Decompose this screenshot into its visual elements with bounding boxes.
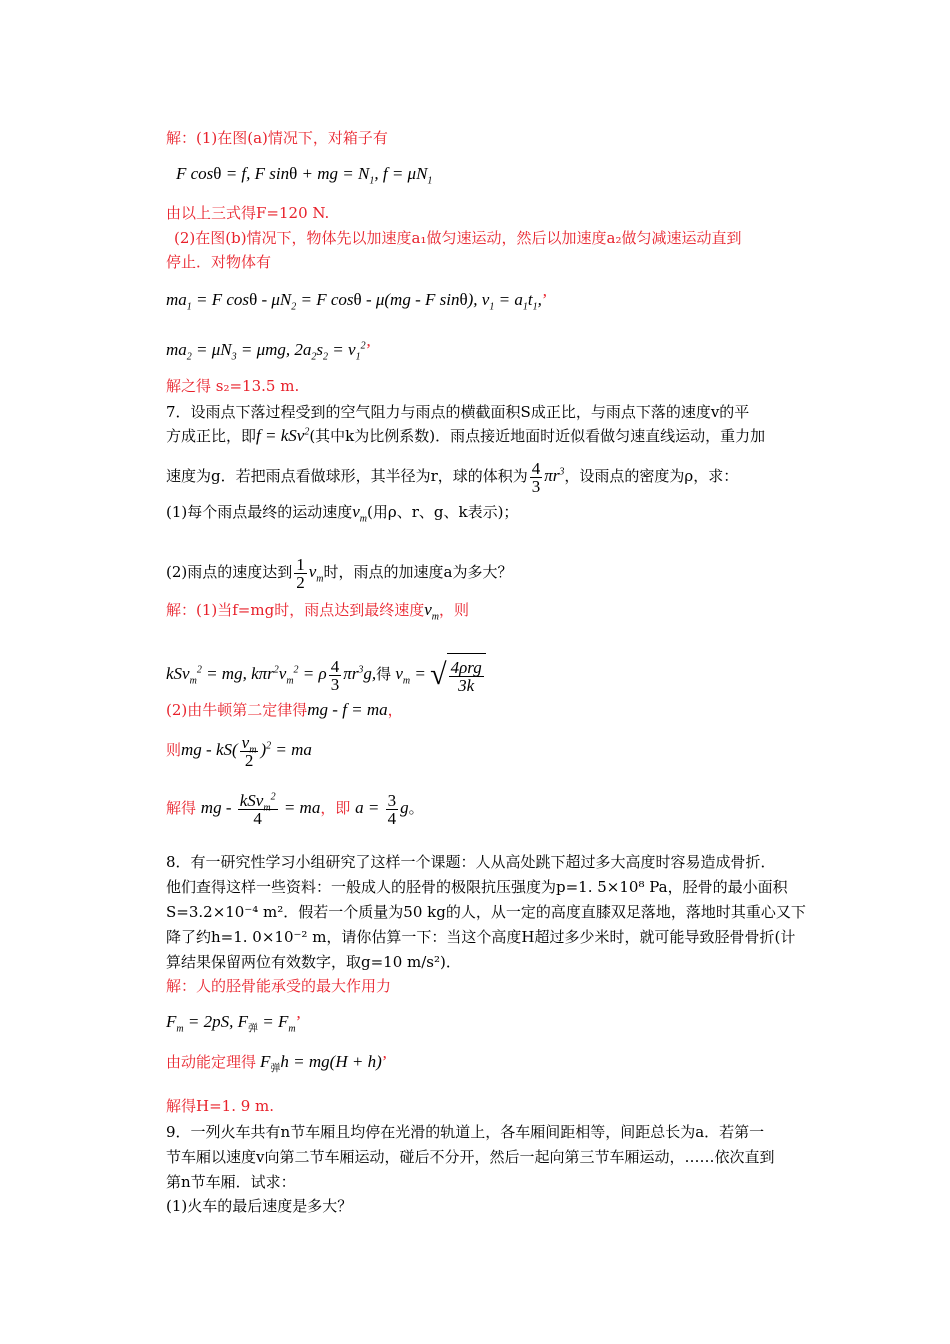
- q6-solution-heading: 解：(1)在图(a)情况下，对箱子有: [166, 129, 388, 147]
- q8-line2: 他们查得这样一些资料：一般成人的胫骨的极限抗压强度为p=1. 5×10⁸ Pa，胫骨的最小面积: [166, 878, 788, 896]
- q7-line3: 速度为g．若把雨点看做球形，其半径为r，球的体积为 $\frac{4}{3}$ $\pi r^3$，设雨点的密度为ρ，求：: [166, 458, 739, 496]
- q6-equation-2: $ma_1 = F$ $\cos\theta - \mu N_2 = F$ cosθ - μ(mg - F sinθ), $v_1 = a_1t_1$,’: [166, 290, 548, 313]
- q6-result-1: 由以上三式得F=120 N.: [166, 204, 330, 222]
- q6-equation-1: F cosθ = f, F sinθ + mg = $N_1$, $f = \mu N_1$: [176, 164, 433, 187]
- q8-solution-1: 解：人的胫骨能承受的最大作用力: [166, 977, 392, 995]
- q7-solution-1: 解：(1)当f=mg时，雨点达到最终速度$v_m$，则: [166, 600, 469, 623]
- q8-equation-2: 由动能定理得 $F_弹h = mg(H + h)$’: [166, 1052, 388, 1075]
- q8-line3: S=3.2×10⁻⁴ m²．假若一个质量为50 kg的人，从一定的高度直膝双足落地，落地时其重心又下: [166, 903, 806, 921]
- q7-final-velocity-equation: kSv$_m^2$ = mg, $k\pi r^2v_m^2 = \rho$ $\frac{4}{3}$ $\pi r^3g$,得 $v_m$ = √ $\frac{\text{4ρrg}}{3k}$: [166, 652, 486, 696]
- q7-solve-equation: 解得 mg - $\frac{kSv_m^2}{4}$ = ma，即 a = $\frac{3}{4}$ g。: [166, 790, 424, 828]
- q7-question-2: (2)雨点的速度达到 $\frac{1}{2}$ $v_m$时，雨点的加速度a为多大？: [166, 554, 513, 592]
- q7-question-1: (1)每个雨点最终的运动速度$v_m$(用ρ、r、g、k表示)；: [166, 502, 519, 525]
- q6-part2-line2: 停止．对物体有: [166, 253, 272, 271]
- q8-line4: 降了约h=1. 0×10⁻² m，请你估算一下：当这个高度H超过多少米时，就可能导致胫骨骨折(计: [166, 928, 796, 946]
- q7-solution-2: (2)由牛顿第二定律得mg - f = ma，: [166, 700, 403, 719]
- q7-then-equation: 则mg - kS( $\frac{v_m}{2}$ )$^2$ = ma: [166, 732, 312, 770]
- q9-line2: 节车厢以速度v向第二节车厢运动，碰后不分开，然后一起向第三节车厢运动，……依次直到: [166, 1148, 775, 1166]
- q6-result-2: 解之得 s₂=13.5 m.: [166, 377, 300, 395]
- q6-equation-3: $ma_2 = \mu N_3 = \mu mg$, $2a_2s_2 = v_1^2$’: [166, 340, 372, 363]
- q8-result: 解得H=1. 9 m.: [166, 1097, 275, 1115]
- q7-line1: 7．设雨点下落过程受到的空气阻力与雨点的横截面积S成正比，与雨点下落的速度v的平: [166, 403, 750, 421]
- q9-line1: 9．一列火车共有n节车厢且均停在光滑的轨道上，各车厢间距相等，间距总长为a．若第一: [166, 1123, 765, 1141]
- q6-part2-line1: (2)在图(b)情况下，物体先以加速度a₁做匀速运动，然后以加速度a₂做匀减速运动直到: [174, 229, 742, 247]
- q8-equation-1: $F_m = 2pS$, $F_弹 = F_m$’: [166, 1012, 302, 1035]
- q7-line2: 方成正比，即f = kSv$^2$(其中k为比例系数)．雨点接近地面时近似看做匀速直线运动，重力加: [166, 426, 766, 445]
- q9-line3: 第n节车厢．试求：: [166, 1173, 296, 1191]
- q8-line5: 算结果保留两位有效数字，取g=10 m/s²)．: [166, 953, 461, 971]
- q9-question-1: (1)火车的最后速度是多大？: [166, 1197, 353, 1215]
- q8-line1: 8．有一研究性学习小组研究了这样一个课题：人从高处跳下超过多大高度时容易造成骨折．: [166, 853, 776, 871]
